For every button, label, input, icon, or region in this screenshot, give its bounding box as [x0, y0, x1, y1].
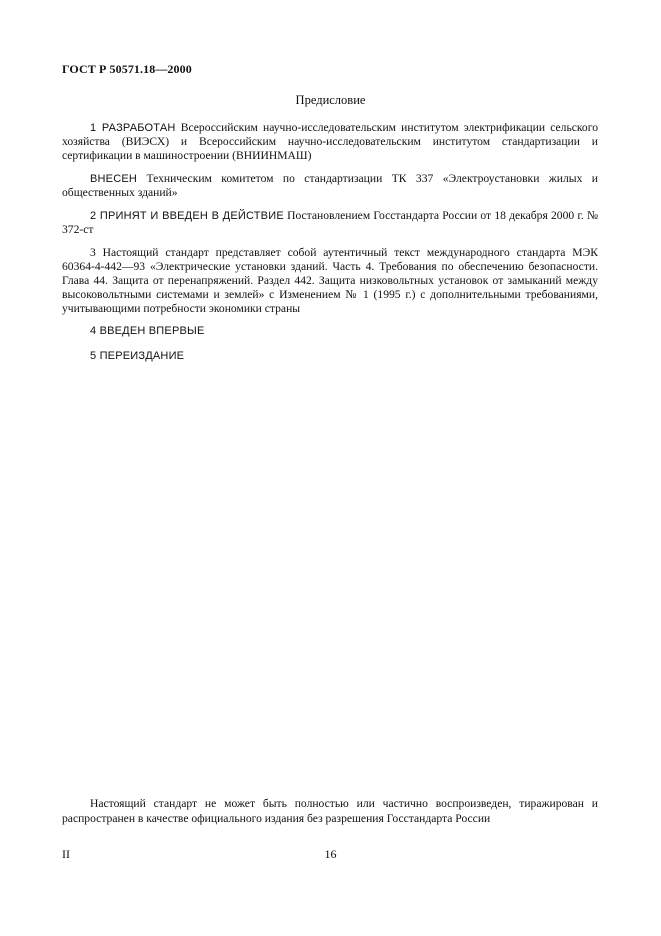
page-number: 16	[324, 847, 337, 861]
paragraph-lead: 4 ВВЕДЕН ВПЕРВЫЕ	[90, 325, 205, 337]
roman-page-number: II	[62, 847, 70, 861]
copyright-notice: Настоящий стандарт не может быть полностью или частично воспроизведен, тиражирован и распространен в качестве официального издания без разрешения Госстандарта России	[62, 797, 598, 825]
paragraph-developed-by	[62, 121, 598, 163]
paragraph-introduced-by	[62, 172, 598, 200]
paragraph-text: Техническим комитетом по стандартизации ТК 337 «Электроустановки жилых и общественных зданий»	[62, 172, 598, 199]
paragraph-lead: 2 ПРИНЯТ И ВВЕДЕН В ДЕЙСТВИЕ	[90, 210, 284, 222]
paragraph-first-introduced	[62, 324, 598, 338]
paragraph-text: Постановлением Госстандарта России от 18 декабря 2000 г. № 372-ст	[62, 209, 599, 236]
section-title: Предисловие	[295, 93, 366, 107]
paragraph-authentic-text	[62, 246, 598, 316]
paragraph-reissue	[62, 349, 598, 363]
paragraph-text: 3 Настоящий стандарт представляет собой аутентичный текст международного стандарта МЭК 60364-4-442—93 «Электрические установки зданий. Часть 4. Требования по обеспечению безопасности. Глава 44. Защита от перенапряжений. Раздел 442. Защита низковольтных установок от замыканий между высоковольтными системами и землей» с Изменением № 1 (1995 г.) с дополнительными требованиями, учитывающими потребности экономики страны	[62, 246, 598, 315]
document-code: ГОСТ Р 50571.18—2000	[62, 62, 192, 76]
paragraph-lead: 1 РАЗРАБОТАН	[90, 122, 176, 134]
paragraph-lead: ВНЕСЕН	[90, 173, 138, 185]
paragraph-text: Всероссийским научно-исследовательским институтом электрификации сельского хозяйства (ВИЭСХ) и Всероссийским научно-исследовательским институтом стандартизации и сертификации в машиностроении (ВНИИНМАШ)	[62, 121, 598, 162]
paragraph-adopted	[62, 209, 598, 237]
paragraph-lead: 5 ПЕРЕИЗДАНИЕ	[90, 350, 185, 362]
